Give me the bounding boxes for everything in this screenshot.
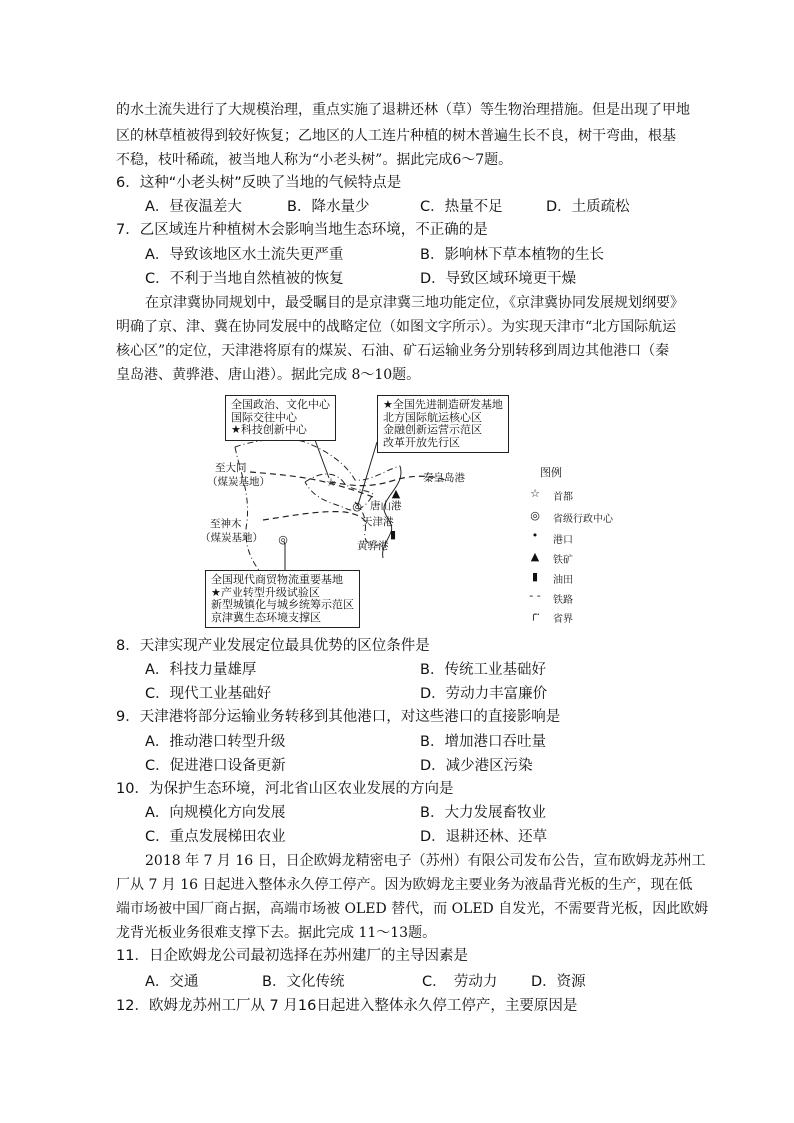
hebei-box-line-2: ★产业转型升级试验区	[211, 585, 320, 599]
question-7-stem: 7．乙区域连片种植树木会影响当地生态环境，不正确的是	[116, 222, 488, 238]
question-10-stem: 10．为保护生态环境，河北省山区农业发展的方向是	[116, 781, 454, 797]
question-8-option-c: C．现代工业基础好	[145, 686, 272, 702]
question-12-stem: 12．欧姆龙苏州工厂从 7 月16日起进入整体永久停工停产，主要原因是	[116, 998, 578, 1014]
passage3-line-2: 厂从 7 月 16 日起进入整体永久停工停产。因为欧姆龙主要业务为液晶背光板的生产，现在低	[116, 877, 693, 893]
star-icon: ☆	[530, 487, 540, 500]
border-icon: ╭·	[529, 608, 541, 621]
label-datong: 至大同	[215, 462, 247, 474]
passage2-line-3: 核心区”的定位，天津港将原有的煤炭、石油、矿石运输业务分别转移到周边其他港口（秦	[116, 343, 670, 359]
question-6-option-c: C．热量不足	[420, 199, 503, 215]
question-6-stem: 6．这种“小老头树”反映了当地的气候特点是	[116, 175, 402, 191]
intro-line-2: 区的林草植被得到较好恢复；乙地区的人工连片种植的树木普遍生长不良，树干弯曲，根基	[116, 128, 676, 144]
hebei-box-line-3: 新型城镇化与城乡统筹示范区	[211, 598, 354, 611]
beijing-box-line-3: ★科技创新中心	[231, 423, 307, 436]
question-10-option-a: A．向规模化方向发展	[145, 805, 286, 821]
question-6-option-d: D．土质疏松	[546, 199, 630, 215]
question-11-stem: 11．日企欧姆龙公司最初选择在苏州建厂的主导因素是	[116, 948, 468, 964]
question-7-option-d: D．导致区域环境更干燥	[420, 271, 577, 287]
oil-field-icon: ▮	[389, 528, 397, 541]
railway-icon: - -	[529, 589, 541, 602]
intro-line-3: 不稳，枝叶稀疏，被当地人称为“小老头树”。据此完成6～7题。	[116, 152, 513, 168]
passage2-line-2: 明确了京、津、冀在协同发展中的战略定位（如图文字所示）。为实现天津市“北方国际航运	[116, 319, 677, 335]
capital-circle-icon: ◎	[530, 509, 540, 522]
legend-label-railway: 铁路	[553, 595, 573, 606]
question-10-option-b: B．大力发展畜牧业	[420, 805, 546, 821]
question-9-option-c: C．促进港口设备更新	[145, 758, 286, 774]
passage2-line-1: 在京津冀协同规划中，最受瞩目的是京津冀三地功能定位，《京津冀协同发展规划纲要》	[145, 295, 684, 311]
question-8-option-a: A．科技力量雄厚	[145, 662, 257, 678]
question-6-option-b: B．降水量少	[287, 199, 370, 215]
passage2-line-4: 皇岛港、黄骅港、唐山港）。据此完成 8～10题。	[116, 367, 421, 383]
beijing-positioning-box	[225, 395, 336, 441]
question-10-option-d: D．退耕还林、还草	[420, 829, 548, 845]
label-shenmu: 至神木	[210, 518, 242, 530]
label-qinhuangdao: 秦皇岛港	[423, 472, 465, 484]
passage3-line-3: 端市场被中国厂商占据，高端市场被 OLED 替代，而 OLED 自发光，不需要背光板，因此欧姆	[116, 901, 709, 917]
question-8-option-d: D．劳动力丰富廉价	[420, 686, 548, 702]
iron-mine-triangle-icon: ▲	[391, 487, 401, 500]
beijing-box-line-1: 全国政治、文化中心	[231, 398, 330, 411]
question-7-option-b: B．影响林下草本植物的生长	[420, 247, 604, 263]
question-11-option-b: B．文化传统	[262, 974, 345, 990]
question-9-option-d: D．减少港区污染	[420, 758, 533, 774]
question-9-option-a: A．推动港口转型升级	[145, 734, 286, 750]
tianjin-positioning-box	[377, 395, 509, 453]
tianjin-box-line-3: 金融创新运营示范区	[383, 423, 482, 436]
passage3-line-1: 2018 年 7 月 16 日，日企欧姆龙精密电子（苏州）有限公司发布公告，宣布欧姆龙苏州工	[145, 853, 706, 869]
hebei-box-line-1: 全国现代商贸物流重要基地	[211, 573, 343, 586]
question-10-option-c: C．重点发展梯田农业	[145, 829, 286, 845]
hebei-box-line-4: 京津冀生态环境支撑区	[211, 610, 321, 624]
passage3-line-4: 龙背光板业务很难支撑下去。据此完成 11～13题。	[116, 925, 437, 941]
question-8-option-b: B．传统工业基础好	[420, 662, 546, 678]
oil-icon: ▮	[531, 570, 539, 583]
label-tianjin-port: 天津港	[362, 516, 394, 528]
question-8-stem: 8．天津实现产业发展定位最具优势的区位条件是	[116, 638, 430, 654]
legend-label-port: 港口	[553, 535, 573, 546]
question-7-option-c: C．不利于当地自然植被的恢复	[145, 271, 344, 287]
label-datong-sub: （煤炭基地）	[207, 476, 270, 488]
tianjin-box-line-4: 改革开放先行区	[383, 435, 460, 449]
question-11-option-c: C． 劳动力	[422, 974, 498, 990]
legend-label-oil: 油田	[553, 575, 573, 586]
legend-label-capital: 首都	[553, 492, 573, 503]
dot-icon: •	[531, 529, 539, 542]
intro-line-1: 的水土流失进行了大规模治理，重点实施了退耕还林（草）等生物治理措施。但是出现了甲地	[116, 102, 690, 118]
question-9-stem: 9．天津港将部分运输业务转移到其他港口，对这些港口的直接影响是	[116, 709, 561, 725]
label-shenmu-sub: （煤炭基地）	[200, 532, 263, 544]
legend-label-provincial-center: 省级行政中心	[553, 514, 613, 525]
jingjinji-map	[195, 392, 635, 632]
question-7-option-a: A．导致该地区水土流失更严重	[145, 247, 344, 263]
beijing-box-line-2: 国际交往中心	[231, 410, 297, 424]
label-huanghua: 黄骅港	[357, 540, 389, 552]
question-6-option-a: A．昼夜温差大	[145, 199, 242, 215]
beijing-star-icon: ☆	[326, 476, 336, 489]
legend-title: 图例	[540, 466, 562, 479]
question-11-option-d: D．资源	[531, 974, 586, 990]
hebei-positioning-box	[205, 570, 360, 628]
tianjin-capital-circle-icon: ◎	[352, 500, 362, 513]
label-tangshan: 唐山港	[370, 500, 402, 512]
shijiazhuang-capital-circle-icon: ◎	[278, 533, 288, 546]
question-9-option-b: B．增加港口吞吐量	[420, 734, 546, 750]
legend-label-border: 省界	[553, 614, 573, 625]
question-11-option-a: A．交通	[145, 974, 199, 990]
tianjin-box-line-2: 北方国际航运核心区	[383, 410, 482, 424]
triangle-icon: ▲	[530, 550, 540, 563]
legend-label-iron: 铁矿	[553, 555, 573, 566]
tianjin-box-line-1: ★全国先进制造研发基地	[383, 398, 503, 411]
